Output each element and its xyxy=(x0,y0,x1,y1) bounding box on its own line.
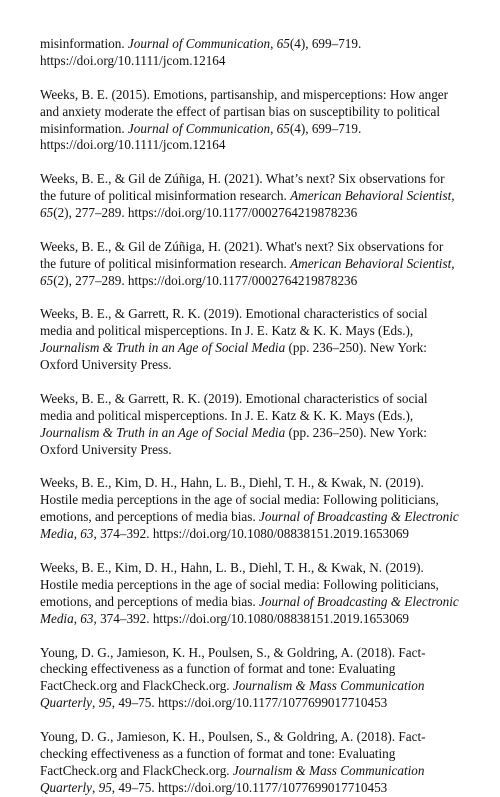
reference-separator: , xyxy=(270,36,277,51)
reference-text: Weeks, B. E. (2015). Emotions, partisanship, and misperceptions: How anger and anxiety moderate the effect of partisan bias on susceptibility to political misinformation. xyxy=(40,86,449,136)
reference-pages-doi: (4), 699–719. https://doi.org/10.1111/jcom.12164 xyxy=(40,120,362,153)
reference-separator: , xyxy=(270,120,277,136)
reference-pages-publisher: (pp. 236–250). New York: Oxford University Press. xyxy=(40,340,427,373)
reference-entry xyxy=(40,171,462,222)
reference-entry xyxy=(40,391,462,459)
reference-pages-doi: (2), 277–289. https://doi.org/10.1177/0002764219878236 xyxy=(53,205,358,221)
reference-pages-doi: , 374–392. https://doi.org/10.1080/08838151.2019.1653069 xyxy=(93,610,410,626)
volume-number: 65 xyxy=(276,120,290,136)
reference-entry xyxy=(40,560,462,628)
journal-title: American Behavioral Scientist, xyxy=(290,188,455,204)
reference-text: Weeks, B. E., Kim, D. H., Hahn, L. B., Diehl, T. H., & Kwak, N. (2019). Hostile media perceptions in the age of social media: Following politicians, emotions, and perceptions of media bias. xyxy=(40,559,439,609)
volume-number: 63 xyxy=(80,526,94,542)
reference-separator: , xyxy=(73,610,81,626)
journal-title: Journalism & Mass Communication Quarterly xyxy=(40,678,425,711)
book-title: Journalism & Truth in an Age of Social Media xyxy=(40,340,286,356)
reference-text: Young, D. G., Jamieson, K. H., Poulsen, S., & Goldring, A. (2018). Fact-checking effectiveness as a function of format and tone: Evaluating FactCheck.org and FlackCheck.org. xyxy=(40,644,426,694)
volume-number: 63 xyxy=(80,610,94,626)
reference-entry xyxy=(40,239,462,290)
reference-pages-doi: , 374–392. https://doi.org/10.1080/08838151.2019.1653069 xyxy=(93,526,410,542)
reference-text: Weeks, B. E., & Garrett, R. K. (2019). Emotional characteristics of social media and political misperceptions. In J. E. Katz & K. K. Mays (Eds.), xyxy=(40,390,428,423)
volume-number: 95 xyxy=(98,695,112,711)
journal-title: American Behavioral Scientist, xyxy=(290,255,455,271)
reference-pages-publisher: (pp. 236–250). New York: Oxford University Press. xyxy=(40,424,427,457)
reference-text: Weeks, B. E., & Garrett, R. K. (2019). Emotional characteristics of social media and political misperceptions. In J. E. Katz & K. K. Mays (Eds.), xyxy=(40,306,428,339)
journal-title: Journal of Broadcasting & Electronic Media xyxy=(40,593,459,626)
reference-text: Weeks, B. E., Kim, D. H., Hahn, L. B., Diehl, T. H., & Kwak, N. (2019). Hostile media perceptions in the age of social media: Following politicians, emotions, and perceptions of media bias. xyxy=(40,475,439,525)
journal-title: Journal of Communication xyxy=(127,36,271,51)
reference-separator: , xyxy=(73,526,81,542)
reference-entry xyxy=(40,36,462,70)
reference-pages-doi: (4), 699–719. https://doi.org/10.1111/jcom.12164 xyxy=(40,36,362,68)
reference-separator: , xyxy=(92,779,99,795)
reference-text: misinformation. xyxy=(40,36,128,51)
reference-pages-doi: , 49–75. https://doi.org/10.1177/1077699017710453 xyxy=(111,779,388,795)
reference-pages-doi: , 49–75. https://doi.org/10.1177/1077699017710453 xyxy=(111,695,388,711)
journal-title: Journal of Communication xyxy=(127,120,271,136)
reference-text: Weeks, B. E., & Gil de Zúñiga, H. (2021). What's next? Six observations for the future of political misinformation research. xyxy=(40,238,444,271)
volume-number: 95 xyxy=(98,779,112,795)
reference-list xyxy=(40,36,462,797)
book-title: Journalism & Truth in an Age of Social Media xyxy=(40,424,286,440)
volume-number: 65 xyxy=(40,205,54,221)
journal-title: Journalism & Mass Communication Quarterly xyxy=(40,762,425,795)
reference-text: Young, D. G., Jamieson, K. H., Poulsen, S., & Goldring, A. (2018). Fact-checking effectiveness as a function of format and tone: Evaluating FactCheck.org and FlackCheck.org. xyxy=(40,729,426,778)
reference-text: Weeks, B. E., & Gil de Zúñiga, H. (2021). What’s next? Six observations for the future of political misinformation research. xyxy=(40,171,445,204)
volume-number: 65 xyxy=(276,36,290,51)
reference-entry xyxy=(40,645,462,713)
reference-separator: , xyxy=(92,695,99,711)
reference-entry xyxy=(40,475,462,543)
journal-title: Journal of Broadcasting & Electronic Media xyxy=(40,509,459,542)
volume-number: 65 xyxy=(40,272,54,288)
reference-entry xyxy=(40,729,462,797)
reference-entry xyxy=(40,306,462,374)
reference-entry xyxy=(40,87,462,155)
reference-pages-doi: (2), 277–289. https://doi.org/10.1177/0002764219878236 xyxy=(53,272,358,288)
